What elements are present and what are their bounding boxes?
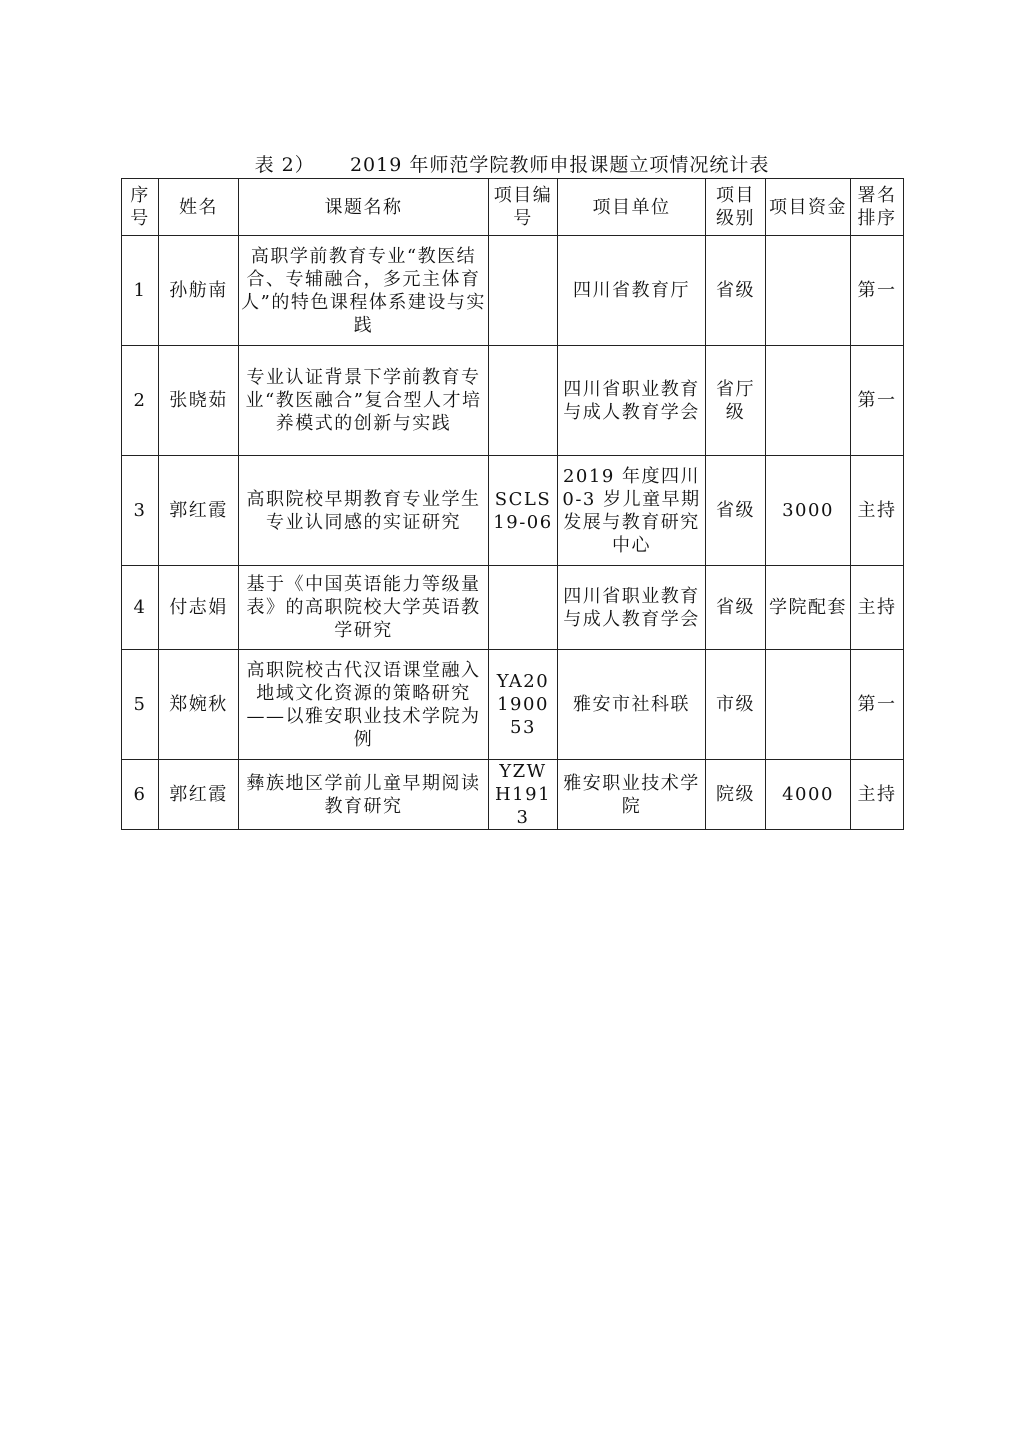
cell-code — [489, 346, 558, 456]
header-rank: 署名排序 — [851, 179, 904, 236]
cell-funds — [766, 650, 851, 760]
cell-no: 6 — [122, 760, 159, 830]
cell-unit: 四川省职业教育与成人教育学会 — [558, 566, 706, 650]
project-stats-table — [121, 178, 904, 830]
table-row — [122, 650, 904, 760]
cell-unit: 雅安职业技术学院 — [558, 760, 706, 830]
cell-rank: 第一 — [851, 650, 904, 760]
cell-rank: 主持 — [851, 456, 904, 566]
cell-title: 专业认证背景下学前教育专业“教医融合”复合型人才培养模式的创新与实践 — [239, 346, 489, 456]
cell-funds: 学院配套 — [766, 566, 851, 650]
cell-no: 5 — [122, 650, 159, 760]
table-row — [122, 760, 904, 830]
cell-unit: 四川省教育厅 — [558, 236, 706, 346]
cell-name: 付志娟 — [159, 566, 239, 650]
cell-code — [489, 236, 558, 346]
table-header-row — [122, 179, 904, 236]
cell-level: 省级 — [706, 236, 766, 346]
cell-rank: 主持 — [851, 760, 904, 830]
cell-unit: 2019 年度四川 0-3 岁儿童早期发展与教育研究中心 — [558, 456, 706, 566]
table-row — [122, 346, 904, 456]
cell-rank: 主持 — [851, 566, 904, 650]
cell-name: 孙舫南 — [159, 236, 239, 346]
cell-name: 郑婉秋 — [159, 650, 239, 760]
cell-code: YZWH1913 — [489, 760, 558, 830]
cell-unit: 雅安市社科联 — [558, 650, 706, 760]
cell-funds: 3000 — [766, 456, 851, 566]
header-no: 序号 — [122, 179, 159, 236]
cell-unit: 四川省职业教育与成人教育学会 — [558, 346, 706, 456]
header-title: 课题名称 — [239, 179, 489, 236]
cell-code — [489, 566, 558, 650]
table-row — [122, 456, 904, 566]
cell-no: 3 — [122, 456, 159, 566]
cell-code: SCLS19-06 — [489, 456, 558, 566]
cell-no: 1 — [122, 236, 159, 346]
cell-level: 省厅级 — [706, 346, 766, 456]
table-caption: 表 2） 2019 年师范学院教师申报课题立项情况统计表 — [254, 154, 770, 176]
cell-level: 市级 — [706, 650, 766, 760]
cell-title: 彝族地区学前儿童早期阅读教育研究 — [239, 760, 489, 830]
header-name: 姓名 — [159, 179, 239, 236]
cell-title: 基于《中国英语能力等级量表》的高职院校大学英语教学研究 — [239, 566, 489, 650]
cell-name: 张晓茹 — [159, 346, 239, 456]
cell-title: 高职院校早期教育专业学生专业认同感的实证研究 — [239, 456, 489, 566]
cell-rank: 第一 — [851, 236, 904, 346]
cell-name: 郭红霞 — [159, 760, 239, 830]
cell-funds — [766, 236, 851, 346]
cell-title: 高职院校古代汉语课堂融入地域文化资源的策略研究——以雅安职业技术学院为例 — [239, 650, 489, 760]
cell-level: 省级 — [706, 566, 766, 650]
header-unit: 项目单位 — [558, 179, 706, 236]
header-funds: 项目资金 — [766, 179, 851, 236]
table-row — [122, 236, 904, 346]
cell-funds: 4000 — [766, 760, 851, 830]
cell-title: 高职学前教育专业“教医结合、专辅融合，多元主体育人”的特色课程体系建设与实践 — [239, 236, 489, 346]
cell-level: 省级 — [706, 456, 766, 566]
cell-funds — [766, 346, 851, 456]
cell-name: 郭红霞 — [159, 456, 239, 566]
header-level: 项目级别 — [706, 179, 766, 236]
table-row — [122, 566, 904, 650]
cell-code: YA20190053 — [489, 650, 558, 760]
cell-level: 院级 — [706, 760, 766, 830]
header-code: 项目编号 — [489, 179, 558, 236]
cell-no: 2 — [122, 346, 159, 456]
cell-no: 4 — [122, 566, 159, 650]
cell-rank: 第一 — [851, 346, 904, 456]
